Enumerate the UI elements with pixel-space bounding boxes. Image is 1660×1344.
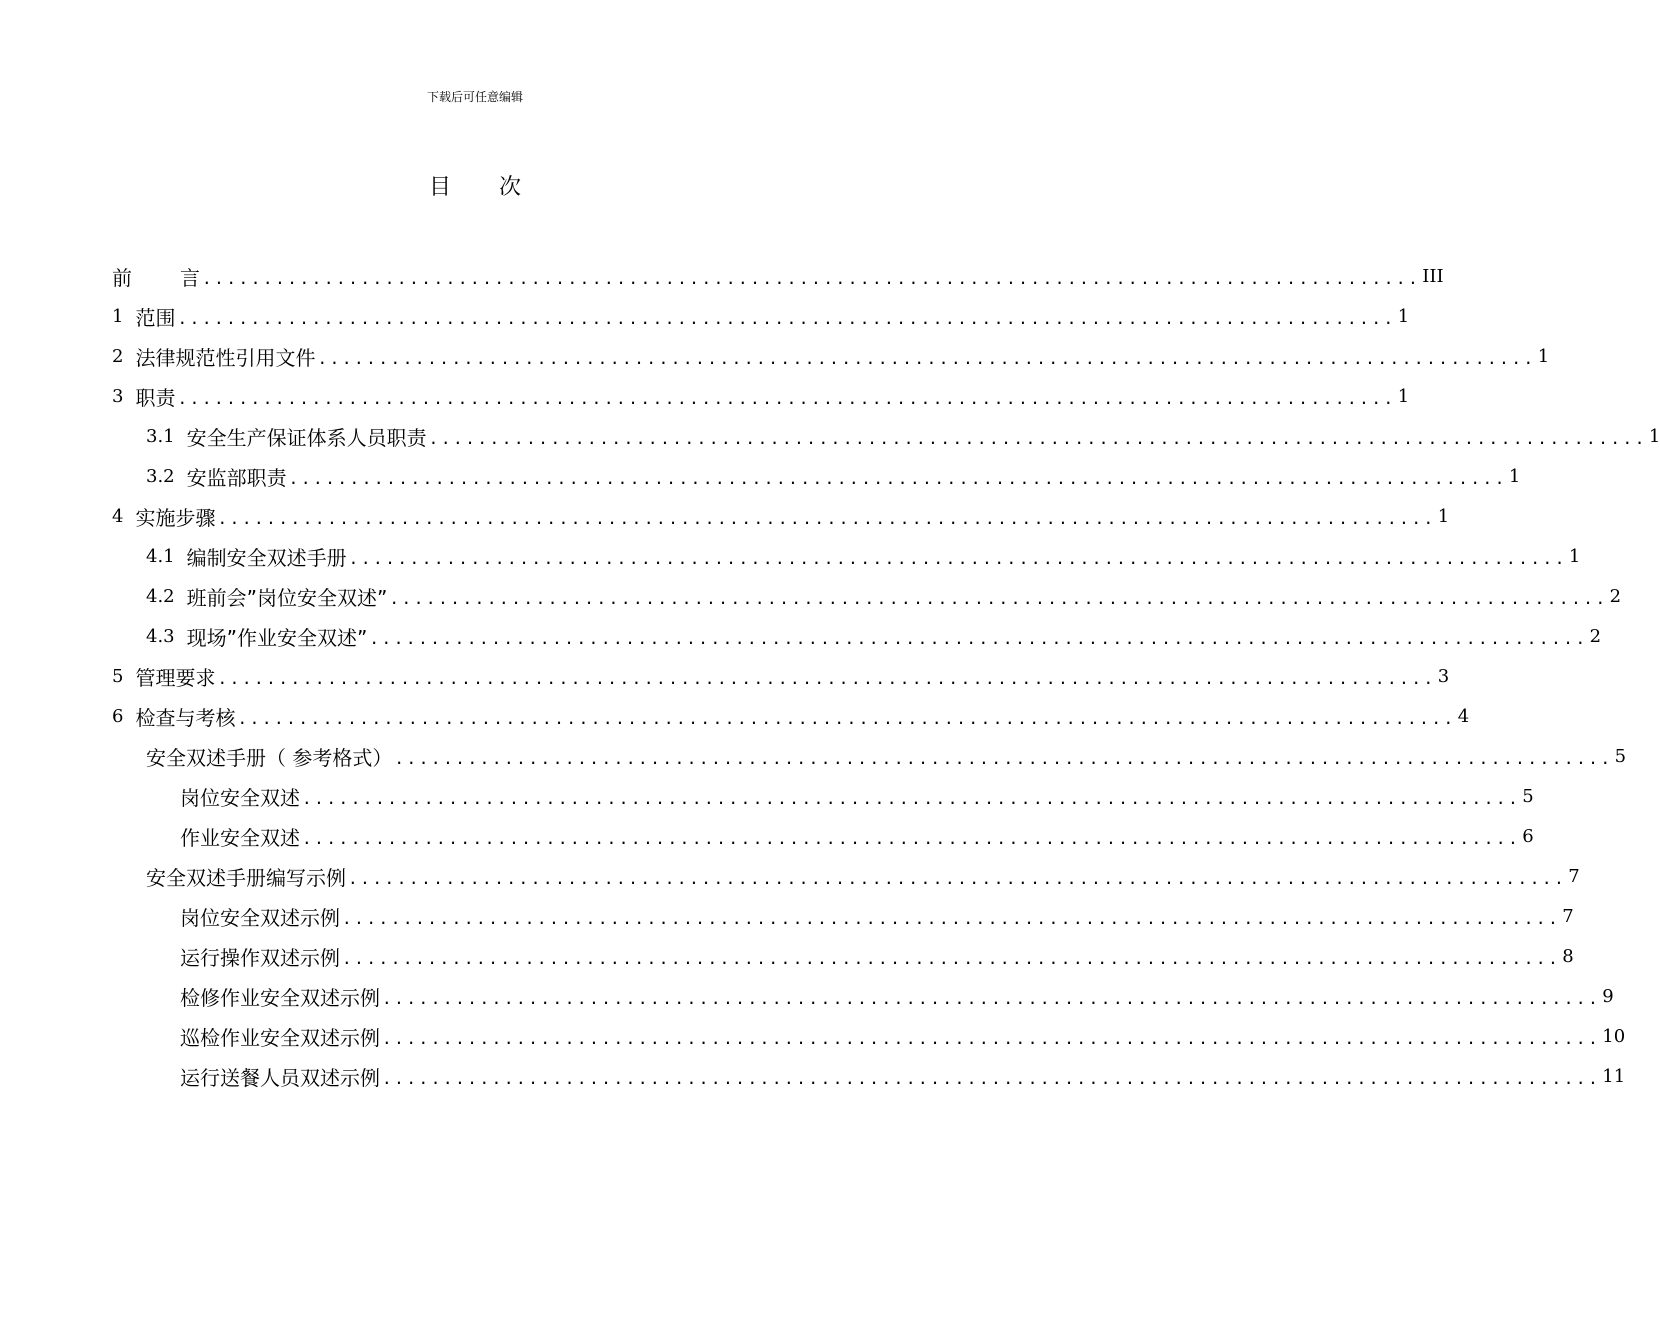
toc-entry-label: 安全生产保证体系人员职责: [186, 425, 427, 450]
toc-entry-number: 3.2: [146, 465, 175, 487]
toc-entry-number: 5: [112, 665, 124, 687]
toc-leader-dots: ....................................................................................................: [288, 468, 1507, 488]
toc-entry-page: 10: [1602, 1025, 1626, 1047]
toc-entry-label: 管理要求: [135, 665, 216, 690]
toc-entry[interactable]: [146, 456, 1521, 496]
toc-entry-label: 实施步骤: [135, 505, 216, 530]
toc-leader-dots: ....................................................................................................: [382, 1028, 1601, 1048]
toc-entry[interactable]: [112, 376, 1410, 416]
toc-leader-dots: ....................................................................................................: [342, 908, 1561, 928]
toc-entry-page: 6: [1522, 825, 1534, 847]
toc-entry-label: 检查与考核: [135, 705, 236, 730]
toc-entry-page: III: [1422, 265, 1444, 287]
toc-entry-page: 8: [1562, 945, 1574, 967]
page-header-note: 下载后可任意编辑: [426, 90, 523, 104]
toc-entry-page: 1: [1568, 545, 1581, 567]
toc-entry-label: [112, 262, 200, 291]
toc-entry-page: 1: [1437, 505, 1450, 527]
toc-entry-page: 1: [1508, 465, 1521, 487]
toc-entry-label: 岗位安全双述: [180, 785, 300, 810]
toc-leader-dots: ....................................................................................................: [317, 348, 1536, 368]
toc-entry[interactable]: [146, 536, 1581, 576]
toc-entry-label: 安监部职责: [186, 465, 287, 490]
toc-entry[interactable]: [112, 696, 1470, 736]
toc-leader-dots: ....................................................................................................: [237, 708, 1456, 728]
toc-entry[interactable]: [146, 616, 1602, 656]
toc-leader-dots: ....................................................................................................: [382, 988, 1601, 1008]
toc-entry[interactable]: [112, 336, 1550, 376]
toc-entry-number: 3: [112, 385, 124, 407]
toc-entry-label: 检修作业安全双述示例: [180, 985, 380, 1010]
toc-entry[interactable]: [112, 656, 1450, 696]
toc-entry-label: 安全双述手册（ 参考格式）: [146, 745, 393, 770]
toc-entry[interactable]: [180, 896, 1574, 936]
toc-leader-dots: ....................................................................................................: [394, 748, 1613, 768]
toc-entry-page: 7: [1562, 905, 1574, 927]
toc-entry-label: 班前会”岗位安全双述”: [186, 585, 388, 610]
toc-entry-page: 1: [1648, 425, 1660, 447]
toc-entry[interactable]: [180, 1056, 1626, 1096]
toc-leader-dots: ....................................................................................................: [302, 828, 1521, 848]
toc-entry-page: 5: [1614, 745, 1627, 767]
toc-entry[interactable]: [112, 296, 1410, 336]
toc-leader-dots: ....................................................................................................: [217, 508, 1436, 528]
toc-leader-dots: ....................................................................................................: [217, 668, 1436, 688]
title-char-2: 次: [499, 175, 522, 200]
toc-leader-dots: ....................................................................................................: [428, 428, 1647, 448]
toc-entry-label: 岗位安全双述示例: [180, 905, 340, 930]
toc-entry-label: 法律规范性引用文件: [135, 345, 316, 370]
toc-entry-label: 巡检作业安全双述示例: [180, 1025, 380, 1050]
toc-entry[interactable]: [146, 416, 1660, 456]
toc-entry-number: 6: [112, 705, 124, 727]
toc-entry-page: 4: [1457, 705, 1470, 727]
toc-leader-dots: ....................................................................................................: [302, 788, 1521, 808]
toc-entry[interactable]: [180, 776, 1534, 816]
toc-entry-page: 7: [1568, 865, 1580, 887]
toc-leader-dots: ....................................................................................................: [389, 588, 1608, 608]
toc-entry[interactable]: [146, 576, 1622, 616]
toc-entry-page: 3: [1437, 665, 1450, 687]
toc-leader-dots: ....................................................................................................: [348, 868, 1567, 888]
toc-entry[interactable]: [180, 1016, 1626, 1056]
toc-entry-label: 安全双述手册编写示例: [146, 865, 346, 890]
toc-entry-label: 范围: [135, 305, 176, 330]
toc-entry-label: 运行送餐人员双述示例: [180, 1065, 380, 1090]
toc-leader-dots: ....................................................................................................: [348, 548, 1567, 568]
toc-entry-page: 1: [1537, 345, 1550, 367]
toc-entry-number: 2: [112, 345, 124, 367]
toc-leader-dots: ....................................................................................................: [177, 308, 1396, 328]
toc-entry-number: 3.1: [146, 425, 175, 447]
toc-entry-page: 2: [1609, 585, 1622, 607]
preface-char-2: 言: [180, 265, 200, 290]
toc-entry-number: 4.2: [146, 585, 175, 607]
toc-entry[interactable]: [180, 976, 1614, 1016]
toc-entry-label: 作业安全双述: [180, 825, 300, 850]
title-char-1: 目: [428, 175, 451, 200]
toc-entry-page: 11: [1602, 1065, 1626, 1087]
toc-leader-dots: ....................................................................................................: [382, 1068, 1601, 1088]
toc-leader-dots: ....................................................................................................: [342, 948, 1561, 968]
toc-entry[interactable]: [146, 736, 1627, 776]
toc-entry-label: 现场”作业安全双述”: [186, 625, 368, 650]
toc-entry-label: 编制安全双述手册: [186, 545, 347, 570]
preface-char-1: 前: [112, 265, 132, 290]
toc-entry-page: 1: [1397, 385, 1410, 407]
toc-entry-number: 4: [112, 505, 124, 527]
toc-entry[interactable]: [112, 496, 1450, 536]
toc-entry-number: 4.1: [146, 545, 175, 567]
toc-leader-dots: ....................................................................................................: [202, 268, 1421, 288]
toc-leader-dots: ....................................................................................................: [177, 388, 1396, 408]
toc-leader-dots: ....................................................................................................: [369, 628, 1588, 648]
toc-entry-label: 职责: [135, 385, 176, 410]
toc-entry-page: 1: [1397, 305, 1410, 327]
toc-entry-number: 4.3: [146, 625, 175, 647]
toc-entry-page: 5: [1522, 785, 1534, 807]
toc-entry-page: 2: [1589, 625, 1602, 647]
toc-entry-label: 运行操作双述示例: [180, 945, 340, 970]
toc-entry[interactable]: [180, 936, 1574, 976]
toc-entry-page: 9: [1602, 985, 1614, 1007]
toc-entry[interactable]: [146, 856, 1580, 896]
page-title: [0, 170, 950, 201]
toc-entry-number: 1: [112, 305, 124, 327]
toc-entry[interactable]: [112, 256, 1444, 296]
toc-entry[interactable]: [180, 816, 1534, 856]
